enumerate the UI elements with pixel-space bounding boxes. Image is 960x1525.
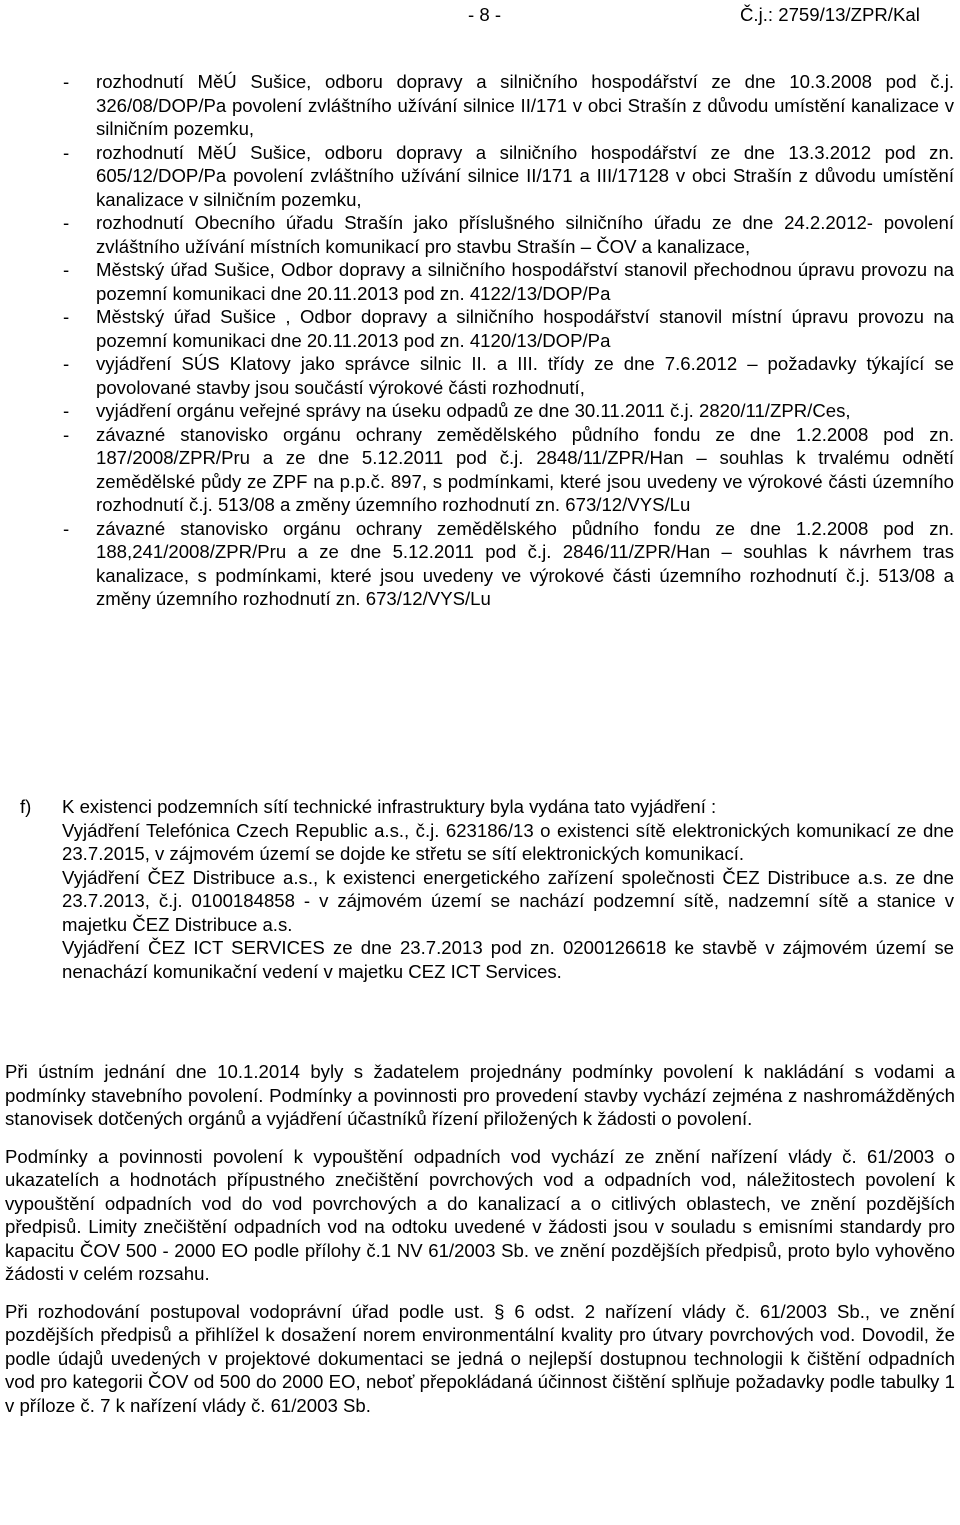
list-item-text: Městský úřad Sušice , Odbor dopravy a silničního hospodářství stanovil místní úpravu provozu na pozemní komunikaci dne 20.11.2013 pod zn. 4120/13/DOP/Pa (96, 306, 954, 351)
paragraph: Při ústním jednání dne 10.1.2014 byly s žadatelem projednány podmínky povolení k nakládání s vodami a podmínky stavebního povolení. Podmínky a povinnosti pro provedení stavby vychází zejména z nashromážděných stanovisek dotčených orgánů a vyjádření účastníků řízení přiložených k žádosti o povolení. (5, 1061, 955, 1129)
bullet-dash: - (63, 517, 70, 539)
document-reference: Č.j.: 2759/13/ZPR/Kal (740, 4, 920, 25)
list-item-text: rozhodnutí Obecního úřadu Strašín jako příslušného silničního úřadu ze dne 24.2.2012- povolení zvláštního užívání místních komunikací pro stavbu Strašín – ČOV a kanalizace, (96, 212, 954, 257)
list-item-text: rozhodnutí MěÚ Sušice, odboru dopravy a silničního hospodářství ze dne 13.3.2012 pod zn. 605/12/DOP/Pa povolení zvláštního užívání silnice II/171 a III/17128 v obci Strašín z důvodu umístění kanalizace v silničním pozemku, (96, 141, 954, 210)
list-item (0, 305, 960, 352)
list-item (0, 517, 960, 611)
bullet-dash: - (63, 141, 70, 163)
decision-list (0, 70, 960, 611)
list-item-text: závazné stanovisko orgánu ochrany zemědělského půdního fondu ze dne 1.2.2008 pod zn. 188,241/2008/ZPR/Pru a ze dne 5.12.2011 pod č.j. 2846/11/ZPR/Han – souhlas k návrhem tras kanalizace, s podmínkami, které jsou uvedeny ve výrokové části územního rozhodnutí č.j. 513/08 a změny územního rozhodnutí zn. 673/12/VYS/Lu (96, 517, 954, 609)
bullet-dash: - (63, 259, 70, 280)
bullet-dash: - (63, 71, 70, 92)
list-item (0, 352, 960, 399)
section-intro: K existenci podzemních sítí technické infrastruktury byla vydána tato vyjádření : (62, 796, 717, 817)
paragraph: Při rozhodování postupoval vodoprávní úřad podle ust. § 6 odst. 2 nařízení vlády č. 61/2003 Sb., ve znění pozdějších předpisů a přihlížel k dosažení norem environmentální kvality pro útvary povrchových vod. Dovodil, že podle údajů uvedených v projektové dokumentaci se jedná o nejlepší dostupnou technologii k čištění odpadních vod pro kategorii ČOV od 500 do 2000 EO, neboť přepokládaná účinnost čištění splňuje požadavky podle tabulky 1 v příloze č. 7 k nařízení vlády č. 61/2003 Sb. (5, 1300, 955, 1416)
bullet-dash: - (63, 400, 70, 421)
bullet-dash: - (63, 212, 70, 233)
list-item (0, 70, 960, 141)
list-item-text: Městský úřad Sušice, Odbor dopravy a silničního hospodářství stanovil přechodnou úpravu provozu na pozemní komunikaci dne 20.11.2013 pod zn. 4122/13/DOP/Pa (96, 259, 954, 304)
list-item-text: vyjádření SÚS Klatovy jako správce silnic II. a III. třídy ze dne 7.6.2012 – požadavky týkající se povolované stavby jsou součástí výrokové části rozhodnutí, (96, 353, 954, 398)
list-item (0, 211, 960, 258)
list-item-text: závazné stanovisko orgánu ochrany zemědělského půdního fondu ze dne 1.2.2008 pod zn. 187/2008/ZPR/Pru a ze dne 5.12.2011 pod č.j. 2848/11/ZPR/Han – souhlas k trvalému odnětí zemědělské půdy ze ZPF na p.p.č. 897, s podmínkami, které jsou uvedeny ve výrokové části územního rozhodnutí č.j. 513/08 a změny územního rozhodnutí zn. 673/12/VYS/Lu (96, 423, 954, 515)
section-label: f) (20, 796, 32, 817)
list-item-text: rozhodnutí MěÚ Sušice, odboru dopravy a silničního hospodářství ze dne 10.3.2008 pod č.j. 326/08/DOP/Pa povolení zvláštního užívání silnice II/171 v obci Strašín z důvodu umístění kanalizace v silničním pozemku, (96, 71, 954, 139)
statement-item: Vyjádření ČEZ Distribuce a.s., k existenci energetického zařízení společnosti ČEZ Distribuce a.s. ze dne 23.7.2013, č.j. 0100184858 - v zájmovém území se nachází podzemní sítě, nadzemní sítě a stanice v majetku ČEZ Distribuce a.s. (62, 866, 954, 935)
body-paragraphs (5, 1060, 955, 1431)
infrastructure-section (0, 795, 960, 983)
bullet-dash: - (63, 306, 70, 327)
list-item (0, 141, 960, 212)
statement-item: Vyjádření ČEZ ICT SERVICES ze dne 23.7.2013 pod zn. 0200126618 ke stavbě v zájmovém území se nenachází komunikační vedení v majetku CEZ ICT Services. (62, 937, 954, 982)
list-item-text: vyjádření orgánu veřejné správy na úseku odpadů ze dne 30.11.2011 č.j. 2820/11/ZPR/Ces, (96, 400, 851, 421)
paragraph: Podmínky a povinnosti povolení k vypouštění odpadních vod vychází ze znění nařízení vlády č. 61/2003 o ukazatelích a hodnotách přípustného znečištění povrchových vod a odpadních vod, náležitostech povolení k vypouštění odpadních vod do vod povrchových a do kanalizací a o citlivých oblastech, ve znění pozdějších předpisů. Limity znečištění odpadních vod na odtoku uvedené v žádosti jsou v souladu s emisními standardy pro kapacitu ČOV 500 - 2000 EO podle přílohy č.1 NV 61/2003 Sb. ve znění pozdějších předpisů, proto bylo vyhověno žádosti v celém rozsahu. (5, 1145, 955, 1284)
list-item (0, 399, 960, 423)
bullet-dash: - (63, 423, 70, 445)
statement-item: Vyjádření Telefónica Czech Republic a.s., č.j. 623186/13 o existenci sítě elektronických komunikací ze dne 23.7.2015, v zájmovém území se dojde ke střetu se sítí elektronických komunikací. (62, 819, 954, 864)
list-item (0, 423, 960, 517)
bullet-dash: - (63, 353, 70, 374)
list-item (0, 258, 960, 305)
page-number: - 8 - (468, 4, 502, 25)
